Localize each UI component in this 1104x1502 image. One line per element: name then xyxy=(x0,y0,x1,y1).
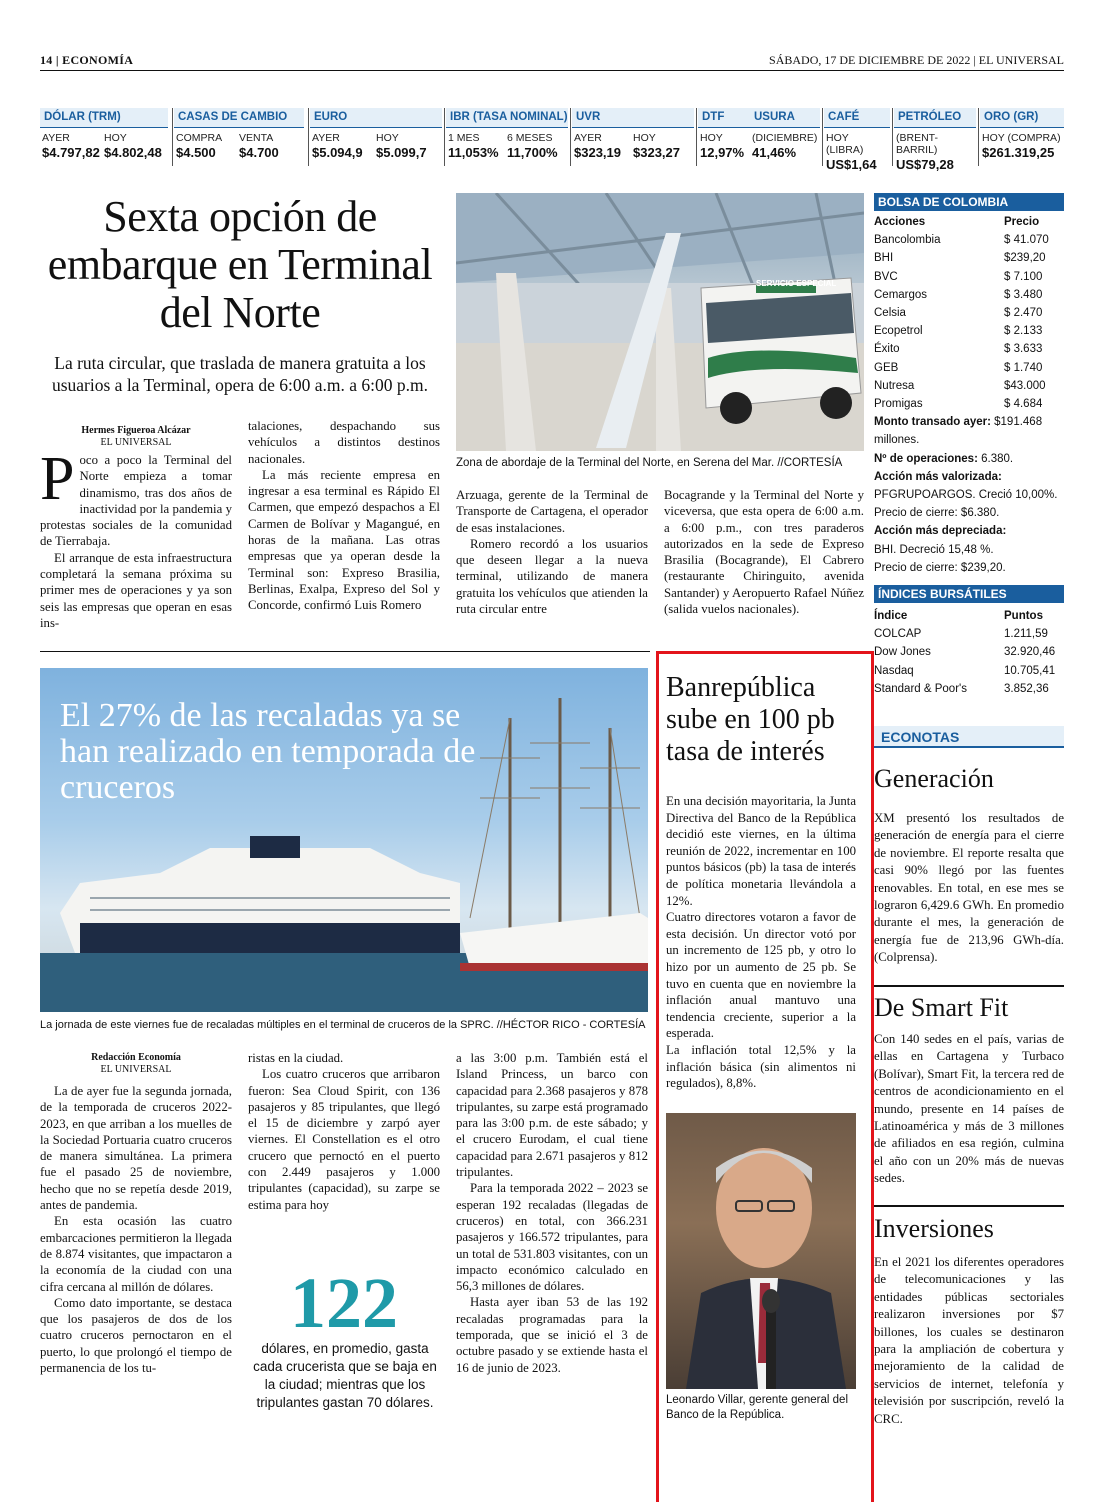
van-text: SERVICIO ESPECIAL xyxy=(756,279,837,288)
story1-column-1: Poco a poco la Terminal del Norte empieza a tomar dinamismo, tras dos años de inactividad por la pandemia y protestas sociales de la comunidad de Tierrabaja. El arranque de esta infraestructura completará la semana próxima su primer mes de operaciones y ya son seis las empresas que operan en esas ins- xyxy=(40,445,232,630)
stock-name: GEB xyxy=(874,361,899,374)
villar-photo-caption: Leonardo Villar, gerente general del Banco de la República. xyxy=(666,1394,849,1421)
section-rule xyxy=(40,651,650,652)
big-number: 122 xyxy=(290,1263,398,1343)
ticker-dtf: DTF HOY 12,97% xyxy=(698,108,750,168)
stock-name: BHI xyxy=(874,252,894,265)
bolsa-panel xyxy=(874,193,1064,577)
index-name: Dow Jones xyxy=(874,646,931,659)
ticker-ibr: IBR (TASA NOMINAL) 1 MES 6 MESES 11,053% 11,700% xyxy=(446,108,568,168)
bolsa-valorizada-1: PFGRUPOARGOS. Creció 10,00%. xyxy=(874,489,1058,502)
econota-2-head: De Smart Fit xyxy=(874,993,1009,1022)
econota-rule-1 xyxy=(874,985,1064,987)
bolsa-depreciada-2: Precio de cierre: $239,20. xyxy=(874,561,1006,574)
indices-header-row: Índice Puntos xyxy=(874,610,1043,622)
story1-headline: Sexta opción de embarque en Terminal del Norte xyxy=(47,192,433,337)
story1-byline: Hermes Figueroa Alcázar EL UNIVERSAL xyxy=(81,425,191,448)
stock-row xyxy=(874,340,1064,358)
big-number-text: dólares, en promedio, gasta cada crucerista que se baja en la ciudad; mientras que los tripulantes gastan 70 dólares. xyxy=(253,1341,437,1410)
index-row xyxy=(874,643,1064,661)
stock-name: BVC xyxy=(874,270,898,283)
index-value: 32.920,46 xyxy=(1004,646,1056,659)
ticker-euro: EURO AYER HOY $5.094,9 $5.099,7 xyxy=(310,108,442,168)
stock-value: $ 41.070 xyxy=(1004,234,1049,247)
stock-value: $ 3.633 xyxy=(1004,343,1043,356)
stock-value: $ 4.684 xyxy=(1004,398,1043,411)
econota-2-text: Con 140 sedes en el país, varias de ellas en Cartagena y Turbaco (Bolívar), Smart Fit, la tercera red de centros de acondicionamiento en el mundo, presente en 14 países de Latinoamérica y más de 3 millones de afiliados en esa región, culmina el año con un 20% más de nuevas sedes. xyxy=(874,1032,1064,1186)
ticker-dolar: DÓLAR (TRM) AYER HOY $4.797,82 $4.802,48 xyxy=(40,108,168,168)
stock-value: $ 2.133 xyxy=(1004,325,1043,338)
bolsa-valorizada-label: Acción más valorizada: xyxy=(874,470,1002,483)
stock-value: $239,20 xyxy=(1004,252,1046,265)
ticker-uvr: UVR AYER HOY $323,19 $323,27 xyxy=(572,108,694,168)
index-value: 3.852,36 xyxy=(1004,682,1049,695)
bolsa-depreciada-1: BHI. Decreció 15,48 %. xyxy=(874,543,994,556)
stock-value: $43.000 xyxy=(1004,379,1046,392)
story3-headline: Banrepública sube en 100 pb tasa de interés xyxy=(666,672,835,767)
header-rule xyxy=(40,70,1064,71)
date-and-paper: SÁBADO, 17 DE DICIEMBRE DE 2022 | EL UNIVERSAL xyxy=(769,53,1064,67)
stock-name: Nutresa xyxy=(874,379,915,392)
story2-column-1: La de ayer fue la segunda jornada, de la temporada de cruceros 2022-2023, en que arriban a los muelles de la Sociedad Portuaria cuatro cruceros de manera simultánea. La primera fue el pasado 25 de noviembre, hecho que no se repetía desde 2019, antes de pandemia. En esta ocasión las cuatro embarcaciones permitieron la llegada de 8.874 visitantes, que impactaron a la economía de la ciudad con una cifra cercana al millón de dólares. Como dato importante, se destaca que los pasajeros de dos de los cuatro cruceros pernoctaron en el puerto, lo que prolongó el tiempo de permanencia de los tu- xyxy=(40,1084,232,1376)
terminal-photo-caption: Zona de abordaje de la Terminal del Norte, en Serena del Mar. //CORTESÍA xyxy=(456,457,843,469)
villar-photo xyxy=(666,1113,856,1389)
stock-name: Bancolombia xyxy=(874,234,941,247)
stock-value: $ 1.740 xyxy=(1004,361,1043,374)
index-row xyxy=(874,680,1064,698)
stock-row xyxy=(874,322,1064,340)
story1-column-4: Bocagrande y la Terminal del Norte y viceversa, que esta opera de 6:00 a.m. a 6:00 p.m., con tres paraderos autorizados en la sede de Expreso Brasilia (Bocagrande), El Cabrero (restaurante Chiringuito, avenida Santander) y Aeropuerto Rafael Núñez (salida vuelos nacionales). xyxy=(664,488,864,617)
stock-row xyxy=(874,377,1064,395)
terminal-photo xyxy=(456,193,864,451)
story2-headline: El 27% de las recaladas ya se han realizado en temporada de cruceros xyxy=(60,697,476,806)
story2-column-3: a las 3:00 p.m. También está el Island Princess, un barco con capacidad para 2.368 pasajeros y 878 tripulantes, su zarpe está programado para las 3:00 p.m. de este sábado; y el crucero Eurodam, el cual tiene capacidad para 2.671 pasajeros y 812 tripulantes. Para la temporada 2022 – 2023 se esperan 192 recaladas (llegadas de cruceros) en total, con 366.231 pasajeros y 166.572 tripulantes, para un total de 531.803 visitantes, con un impacto económico calculado en 56,3 millones de dólares. Hasta ayer iban 53 de las 192 recaladas programadas para la temporada, que se inició el 3 de octubre pasado y se extiende hasta el 16 de junio de 2023. xyxy=(456,1051,648,1375)
stock-row xyxy=(874,249,1064,267)
index-name: Standard & Poor's xyxy=(874,682,967,695)
stock-name: Éxito xyxy=(874,343,900,356)
econota-rule-2 xyxy=(874,1205,1064,1207)
indices-title: ÍNDICES BURSÁTILES xyxy=(874,585,1064,603)
stock-row xyxy=(874,268,1064,286)
stock-name: Promigas xyxy=(874,398,923,411)
econotas-title: ECONOTAS xyxy=(874,726,1064,748)
story3-body: En una decisión mayoritaria, la Junta Directiva del Banco de la República decidió este viernes, en la última reunión de 2022, incrementar en 100 puntos básicos (pb) la tasa de interés de política monetaria llevándola a 12%. Cuatro directores votaron a favor de esta decisión. Un director votó por un incremento de 125 pb, y otro lo hizo por un aumento de 25 pb. Se tuvo en cuenta que en noviembre la inflación anual mantuvo una tendencia creciente, superior a la esperada. La inflación total 12,5% y la inflación básica (sin alimentos ni regulados), 8,8%. xyxy=(666,794,856,1091)
stock-value: $ 7.100 xyxy=(1004,270,1043,283)
bolsa-header-row: Acciones Precio xyxy=(874,216,1040,228)
econota-1-text: XM presentó los resultados de generación de energía para el cierre de noviembre. El reporte resalta que casi 90% llegó por las fuentes renovables. En total, en ese mes se lograron 6,429.6 GWh. En promedio durante el mes, la generación de energía fue de 213,96 GWh-día. (Colprensa). xyxy=(874,811,1064,965)
stock-value: $ 2.470 xyxy=(1004,307,1043,320)
econota-1-head: Generación xyxy=(874,764,994,793)
ticker-usura: USURA (DICIEMBRE) 41,46% xyxy=(750,108,820,168)
econota-3-text: En el 2021 los diferentes operadores de telecomunicaciones y las entidades públicas sectoriales realizaron inversiones por $7 billones, los cuales se destinaron para la ampliación de cobertura y mejoramiento de la calidad de servicios de internet, telefonía y televisión por suscripción, reveló la CRC. xyxy=(874,1255,1064,1426)
bolsa-title: BOLSA DE COLOMBIA xyxy=(874,193,1064,211)
stock-row xyxy=(874,286,1064,304)
cruise-photo xyxy=(40,668,648,1012)
stock-row xyxy=(874,231,1064,249)
cruise-photo-caption: La jornada de este viernes fue de recaladas múltiples en el terminal de cruceros de la SPRC. //HÉCTOR RICO - CORTESÍA xyxy=(40,1019,646,1031)
stock-row xyxy=(874,304,1064,322)
index-row xyxy=(874,662,1064,680)
stock-name: Celsia xyxy=(874,307,906,320)
story1-subhead: La ruta circular, que traslada de manera gratuita a los usuarios a la Terminal, opera de 6:00 a.m. a 6:00 p.m. xyxy=(51,353,429,395)
stock-row xyxy=(874,359,1064,377)
bolsa-valorizada-2: Precio de cierre: $6.380. xyxy=(874,507,1000,520)
index-name: Nasdaq xyxy=(874,664,914,677)
bolsa-ops: Nº de operaciones: 6.380. xyxy=(874,452,1014,465)
story2-column-2: ristas en la ciudad. Los cuatro cruceros que arribaron fueron: Sea Cloud Spirit, con 136 pasajeros y 85 tripulantes, que llegó el 15 de diciembre y zarpó ayer viernes. El Constellation es el otro crucero que pernoctó en el puerto con 2.449 pasajeros y 1.000 tripulantes (capacidad), su zarpe se estima para hoy xyxy=(248,1051,440,1212)
stock-name: Ecopetrol xyxy=(874,325,923,338)
stock-name: Cemargos xyxy=(874,288,928,301)
index-value: 1.211,59 xyxy=(1004,628,1048,641)
story1-column-3: Arzuaga, gerente de la Terminal de Transporte de Cartagena, el operador de esas instalaciones. Romero recordó a los usuarios que deseen llegar a la nueva terminal, utilizando de manera gratuita los vehículos que atienden la ruta circular entre xyxy=(456,488,648,617)
index-value: 10.705,41 xyxy=(1004,664,1056,677)
dropcap: P xyxy=(40,445,75,513)
story1-column-2: talaciones, despachando sus vehículos a distintos destinos nacionales. La más reciente empresa en ingresar a esa terminal es Rápido El Carmen, que empezó despachos a El Carmen de Bolívar y Magangué, en horas de la mañana. Las otras empresas que ya operan desde la Terminal son: Expreso Brasilia, Berlinas, Exalpa, Expreso del Sol y Concorde, confirmó Luis Romero xyxy=(248,419,440,613)
indices-panel xyxy=(874,585,1064,698)
index-row xyxy=(874,625,1064,643)
story2-byline: Redacción Economía EL UNIVERSAL xyxy=(91,1052,181,1075)
bolsa-monto: Monto transado ayer: $191.468 millones. xyxy=(874,416,1043,447)
indices-rows xyxy=(874,625,1064,698)
ticker-cafe: CAFÉ HOY (LIBRA) US$1,64 xyxy=(824,108,890,168)
bolsa-rows xyxy=(874,231,1064,413)
bolsa-depreciada-label: Acción más depreciada: xyxy=(874,525,1007,538)
stock-value: $ 3.480 xyxy=(1004,288,1043,301)
ticker-petroleo: PETRÓLEO (BRENT-BARRIL) US$79,28 xyxy=(894,108,976,168)
ticker-oro: ORO (GR) HOY (COMPRA) $261.319,25 xyxy=(980,108,1064,168)
econota-3-head: Inversiones xyxy=(874,1214,994,1243)
index-name: COLCAP xyxy=(874,628,922,641)
stock-row xyxy=(874,395,1064,413)
page-section-label: 14 | ECONOMÍA xyxy=(40,53,134,67)
ticker-casas-de-cambio: CASAS DE CAMBIO COMPRA VENTA $4.500 $4.700 xyxy=(174,108,304,168)
